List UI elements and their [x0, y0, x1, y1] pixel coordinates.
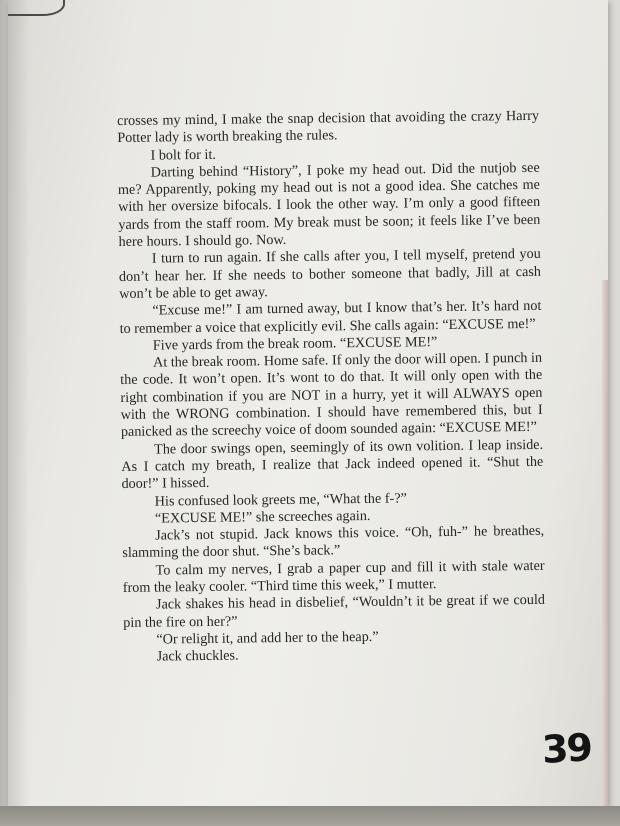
paragraph: Five yards from the break room. “EXCUSE ME!”	[152, 333, 438, 354]
paragraph: To calm my nerves, I grab a paper cup and fill it with stale water from the leaky cooler. “Third time this week,” I mutter.	[122, 557, 545, 596]
body-text	[117, 108, 546, 667]
book-page	[8, 0, 608, 808]
paragraph: Jack shakes his head in disbelief, “Wouldn’t it be great if we could pin the fire on her?”	[123, 592, 546, 631]
paragraph: Darting behind “History”, I poke my head out. Did the nutjob see me? Apparently, poking my head out is not a good idea. She catches me with her oversize bifocals. I look the other way. I’m only a good fifteen yards from the staff room. My break must be soon; it feels like I’ve been here hours. I should go. Now.	[117, 159, 541, 251]
paragraph: I bolt for it.	[150, 146, 217, 164]
paragraph: crosses my mind, I make the snap decision that avoiding the crazy Harry Potter lady is worth breaking the rules.	[117, 107, 540, 147]
paragraph: Jack’s not stupid. Jack knows this voice. “Oh, fuh-” he breathes, slamming the door shut. “She’s back.”	[122, 522, 545, 562]
paragraph: “Or relight it, and add her to the heap.”	[156, 628, 379, 648]
spine-shadow	[8, 0, 30, 808]
paragraph: His confused look greets me, “What the f-?”	[154, 490, 407, 510]
paragraph: Jack chuckles.	[156, 647, 239, 665]
paragraph: “EXCUSE ME!” she screeches again.	[154, 507, 371, 527]
page-curl	[8, 0, 65, 16]
table-surface	[0, 806, 620, 826]
paragraph: I turn to run again. If she calls after you, I tell myself, pretend you don’t hear her. If she needs to bother someone that badly, Jill at cash won’t be able to get away.	[118, 246, 542, 302]
paragraph: The door swings open, seemingly of its own volition. I leap inside. As I catch my breath, I realize that Jack indeed opened it. “Shut the door!” I hissed.	[121, 436, 544, 493]
paragraph: “Excuse me!” I am turned away, but I know that’s her. It’s hard not to remember a voice that explicitly evil. She calls again: “EXCUSE me!”	[119, 298, 542, 337]
page-number: 39	[540, 725, 593, 772]
paragraph: At the break room. Home safe. If only the door will open. I punch in the code. It won’t open. It’s wont to do that. It will only open with the right combination if you are NOT in a hurry, yet it will ALWAYS open with the WRONG combination. I should have remembered this, but I panicked as the screechy voice of doom sounded again: “EXCUSE ME!”	[120, 349, 543, 441]
